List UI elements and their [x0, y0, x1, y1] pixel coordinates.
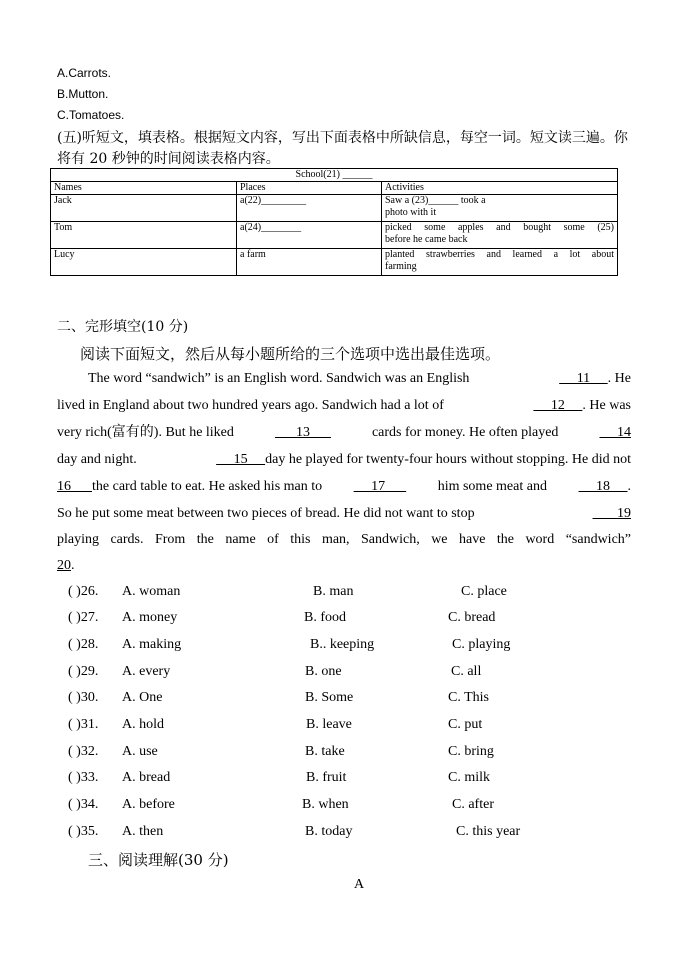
prev-option-b: B.Mutton.: [57, 87, 109, 101]
table-row: [51, 249, 618, 276]
table-cell-activity: [382, 249, 618, 276]
passage-line-4: [57, 451, 631, 469]
option-a: A. bread: [122, 770, 171, 785]
table-header-places: Places: [237, 182, 382, 195]
option-b: B. food: [304, 610, 346, 625]
option-c: C. all: [451, 664, 482, 679]
section2-heading: 二、完形填空(10 分): [57, 319, 189, 335]
activity-line: planted strawberries and learned a lot about: [385, 249, 614, 260]
option-a: A. making: [122, 637, 182, 652]
table-cell-name: Jack: [51, 195, 237, 222]
passage-text: The word “sandwich” is an English word. Sandwich was an English: [88, 371, 470, 386]
passage-text: . He was: [582, 398, 631, 413]
passage-text: very rich(富有的). But he liked: [57, 425, 234, 440]
option-a: A. woman: [122, 584, 181, 599]
blank-20: 20: [57, 558, 71, 573]
section3-heading: 三、阅读理解(30 分): [88, 851, 229, 869]
question-number: ( )26.: [68, 584, 99, 599]
option-b: B. take: [305, 744, 345, 759]
option-a: A. One: [122, 690, 163, 705]
option-c: C. this year: [456, 824, 521, 839]
blank-15: 15: [216, 452, 266, 467]
section2-instruction: 阅读下面短文，然后从每小题所给的三个选项中选出最佳选项。: [80, 345, 501, 363]
table-cell-name: Tom: [51, 222, 237, 249]
activity-line: before he came back: [385, 234, 468, 245]
blank-18: 18: [578, 479, 628, 494]
blank-17: 17: [353, 479, 407, 494]
prev-option-a: A.Carrots.: [57, 66, 112, 80]
section5-line1: (五)听短文，填表格。根据短文内容，写出下面表格中所缺信息，每空一词。短文读三遍。你: [57, 130, 628, 146]
passage-line-5: [57, 478, 631, 496]
question-number: ( )31.: [68, 717, 99, 732]
passage-line-1: [88, 370, 631, 388]
table-cell-activity: [382, 195, 618, 222]
table-cell-place: a(22)_________: [237, 195, 382, 222]
option-b: B. Some: [305, 690, 354, 705]
table-header-names: Names: [51, 182, 237, 195]
passage-text: cards for money. He often played: [371, 425, 559, 440]
option-b: B. one: [305, 664, 342, 679]
passage-text: . He: [607, 371, 631, 386]
blank-16: 16: [57, 479, 92, 494]
table-cell-place: a farm: [237, 249, 382, 276]
passage-text: .: [627, 479, 631, 494]
question-number: ( )33.: [68, 770, 99, 785]
option-a: A. then: [122, 824, 164, 839]
fill-in-table: [50, 168, 618, 276]
passage-line-2: [57, 397, 631, 415]
passage-text: day and night.: [57, 452, 137, 467]
option-a: A. every: [122, 664, 171, 679]
activity-line: farming: [385, 261, 417, 272]
passage-text: him some meat and: [437, 479, 547, 494]
option-c: C. This: [448, 690, 489, 705]
table-cell-place: a(24)________: [237, 222, 382, 249]
option-c: C. after: [452, 797, 494, 812]
blank-14: 14: [599, 425, 631, 440]
option-b: B.. keeping: [310, 637, 375, 652]
passage-text: lived in England about two hundred years ago. Sandwich had a lot of: [57, 398, 444, 413]
passage-line-7: playing cards. From the name of this man, Sandwich, we have the word “sandwich”: [57, 532, 631, 547]
option-a: A. hold: [122, 717, 164, 732]
option-c: C. place: [461, 584, 507, 599]
option-a: A. money: [122, 610, 178, 625]
question-number: ( )34.: [68, 797, 99, 812]
option-b: B. fruit: [306, 770, 347, 785]
passage-line-3: [57, 424, 631, 442]
option-c: C. bread: [448, 610, 496, 625]
activity-line: picked some apples and bought some (25): [385, 222, 614, 233]
blank-12: 12: [533, 398, 583, 413]
passage-text: So he put some meat between two pieces of bread. He did not want to stop: [57, 506, 475, 521]
table-row: [51, 222, 618, 249]
question-number: ( )28.: [68, 637, 99, 652]
blank-19: 19: [592, 506, 631, 521]
passage-line-8: 20.: [57, 558, 75, 573]
option-b: B. man: [313, 584, 354, 599]
table-row: [51, 195, 618, 222]
prev-option-c: C.Tomatoes.: [57, 108, 125, 122]
option-b: B. today: [305, 824, 353, 839]
passage-line-6: [57, 505, 631, 523]
activity-line: photo with it: [385, 207, 437, 218]
option-c: C. playing: [452, 637, 511, 652]
blank-11: 11: [559, 371, 608, 386]
table-header-activities: Activities: [382, 182, 618, 195]
passage-text: the card table to eat. He asked his man to: [92, 479, 323, 494]
blank-13: 13: [274, 425, 331, 440]
question-number: ( )30.: [68, 690, 99, 705]
option-c: C. put: [448, 717, 483, 732]
option-b: B. when: [302, 797, 349, 812]
question-number: ( )29.: [68, 664, 99, 679]
question-number: ( )35.: [68, 824, 99, 839]
table-title: School(21) ______: [51, 169, 618, 182]
section5-line2: 将有 20 秒钟的时间阅读表格内容。: [57, 151, 280, 167]
passage-text: day he played for twenty-four hours without stopping. He did not: [265, 452, 631, 467]
activity-line: Saw a (23)______ took a: [385, 195, 486, 206]
option-c: C. milk: [448, 770, 491, 785]
question-number: ( )32.: [68, 744, 99, 759]
table-cell-activity: [382, 222, 618, 249]
table-cell-name: Lucy: [51, 249, 237, 276]
option-a: A. use: [122, 744, 158, 759]
option-a: A. before: [122, 797, 175, 812]
section3-subheading: A: [354, 877, 365, 892]
question-number: ( )27.: [68, 610, 99, 625]
option-b: B. leave: [306, 717, 352, 732]
option-c: C. bring: [448, 744, 494, 759]
